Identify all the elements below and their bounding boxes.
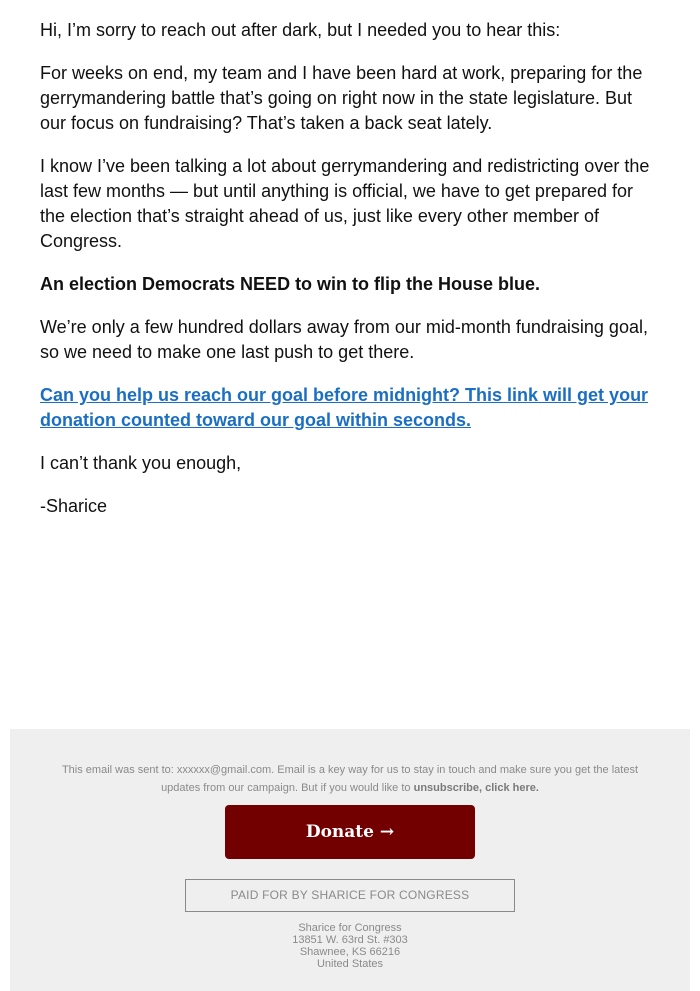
- disclaimer-text: This email was sent to: xxxxxx@gmail.com. Email is a key way for us to stay in touch and make sure you get the latest updates from our campaign. But if you would like to: [61, 764, 639, 794]
- paragraph-election-emphasis: An election Democrats NEED to win to flip the House blue.: [40, 274, 541, 294]
- mailing-address: [10, 922, 690, 970]
- address-country: United States: [316, 958, 384, 970]
- address-street: 13851 W. 63rd St. #303: [292, 934, 408, 946]
- paragraph-redistricting: I know I’ve been talking a lot about gerrymandering and redistricting over the last few months — but until anything is official, we have to get prepared for the election that’s straight ahead of us, just like every other member of Congress.: [40, 156, 650, 251]
- donate-button[interactable]: Donate →: [225, 805, 475, 859]
- paragraph-thanks: I can’t thank you enough,: [40, 453, 242, 473]
- donation-link-paragraph: [40, 383, 660, 433]
- paid-for-notice: PAID FOR BY SHARICE FOR CONGRESS: [185, 879, 515, 912]
- unsubscribe-link[interactable]: unsubscribe, click here.: [413, 782, 539, 794]
- greeting-paragraph: Hi, I’m sorry to reach out after dark, but I needed you to hear this:: [40, 20, 561, 40]
- email-body: [40, 18, 660, 537]
- paragraph-team-work: For weeks on end, my team and I have been hard at work, preparing for the gerrymandering battle that’s going on right now in the state legislature. But our focus on fundraising? That’s taken a back seat lately.: [40, 63, 643, 133]
- email-footer: [10, 729, 690, 991]
- donation-link[interactable]: Can you help us reach our goal before midnight? This link will get your donation counted toward our goal within seconds.: [40, 385, 649, 430]
- paragraph-fundraising-goal: We’re only a few hundred dollars away from our mid-month fundraising goal, so we need to make one last push to get there.: [40, 317, 648, 362]
- address-city: Shawnee, KS 66216: [299, 946, 401, 958]
- footer-disclaimer: [50, 761, 650, 797]
- address-name: Sharice for Congress: [298, 922, 402, 934]
- signature: -Sharice: [40, 496, 108, 516]
